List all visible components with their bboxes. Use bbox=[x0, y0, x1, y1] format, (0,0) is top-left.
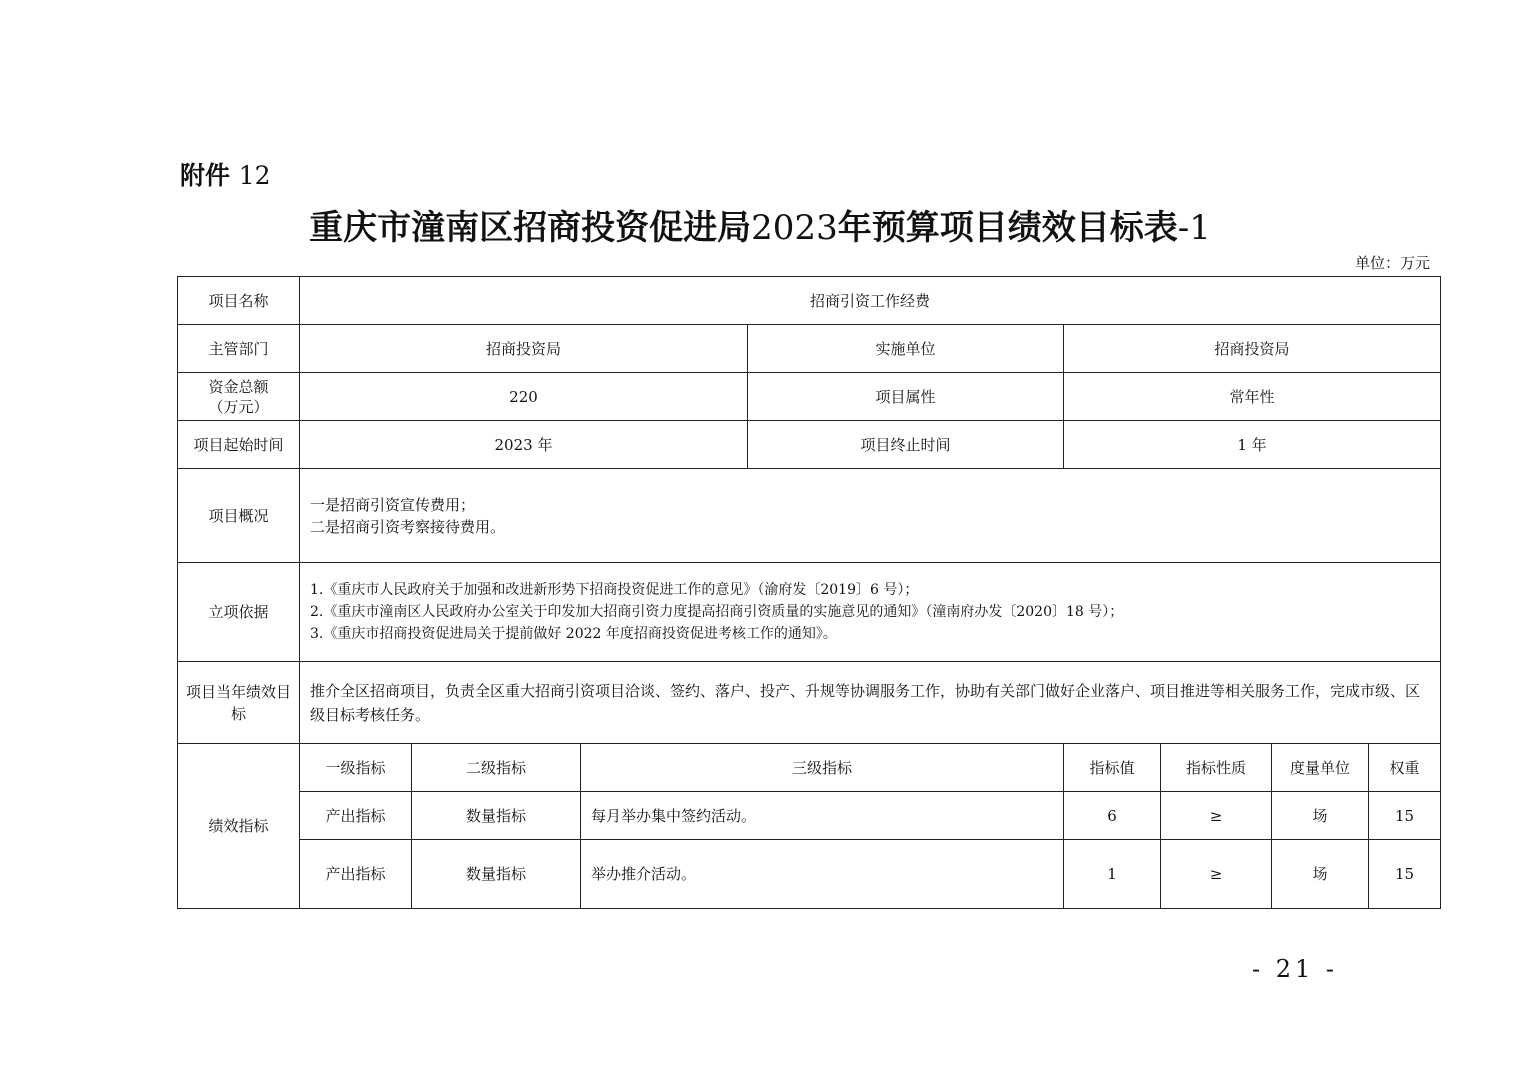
row-overview bbox=[178, 469, 1441, 563]
basis-label: 立项依据 bbox=[178, 563, 300, 662]
end-value: 1 年 bbox=[1064, 421, 1441, 469]
indicator-weight: 15 bbox=[1369, 840, 1441, 909]
fund-value: 220 bbox=[300, 373, 748, 421]
overview-line-1: 一是招商引资宣传费用； bbox=[310, 495, 476, 514]
end-label: 项目终止时间 bbox=[748, 421, 1064, 469]
indicator-nature: ≥ bbox=[1161, 840, 1272, 909]
dept-value: 招商投资局 bbox=[300, 325, 748, 373]
project-name-value: 招商引资工作经费 bbox=[300, 277, 1441, 325]
indicator-level1: 产出指标 bbox=[300, 840, 412, 909]
attachment-label bbox=[180, 156, 271, 192]
indicator-value: 6 bbox=[1064, 792, 1161, 840]
indicator-level2: 数量指标 bbox=[412, 840, 581, 909]
attr-label: 项目属性 bbox=[748, 373, 1064, 421]
fund-label-line1: 资金总额 bbox=[208, 377, 269, 396]
indicator-weight: 15 bbox=[1369, 792, 1441, 840]
row-dept bbox=[178, 325, 1441, 373]
overview-line-2: 二是招商引资考察接待费用。 bbox=[310, 517, 506, 536]
indicator-unit: 场 bbox=[1272, 792, 1369, 840]
attr-value: 常年性 bbox=[1064, 373, 1441, 421]
goal-label: 项目当年绩效目标 bbox=[178, 662, 300, 744]
indicator-header-row bbox=[178, 744, 1441, 792]
indicator-value: 1 bbox=[1064, 840, 1161, 909]
title-part1: 重庆市潼南区招商投资促进局 bbox=[309, 208, 752, 248]
attachment-word: 附件 bbox=[180, 161, 231, 190]
table-row bbox=[178, 792, 1441, 840]
project-name-label: 项目名称 bbox=[178, 277, 300, 325]
start-label: 项目起始时间 bbox=[178, 421, 300, 469]
header-level2: 二级指标 bbox=[412, 744, 581, 792]
header-level3: 三级指标 bbox=[581, 744, 1064, 792]
title-part2: 年预算项目绩效目标表 bbox=[837, 208, 1178, 248]
indicator-level3: 举办推介活动。 bbox=[581, 840, 1064, 909]
overview-label: 项目概况 bbox=[178, 469, 300, 563]
row-goal bbox=[178, 662, 1441, 744]
indicator-level3: 每月举办集中签约活动。 bbox=[581, 792, 1064, 840]
row-basis bbox=[178, 563, 1441, 662]
overview-value bbox=[300, 469, 1441, 563]
header-level1: 一级指标 bbox=[300, 744, 412, 792]
basis-line-2: 2.《重庆市潼南区人民政府办公室关于印发加大招商引资力度提高招商引资质量的实施意见的通知》（潼南府办发〔2020〕18 号）； bbox=[310, 604, 1124, 620]
header-nature: 指标性质 bbox=[1161, 744, 1272, 792]
table-row bbox=[178, 840, 1441, 909]
unit-note: 单位：万元 bbox=[1354, 254, 1430, 272]
row-project-name bbox=[178, 277, 1441, 325]
indicator-nature: ≥ bbox=[1161, 792, 1272, 840]
start-value: 2023 年 bbox=[300, 421, 748, 469]
title-suffix: -1 bbox=[1177, 208, 1211, 248]
header-value: 指标值 bbox=[1064, 744, 1161, 792]
basis-line-1: 1.《重庆市人民政府关于加强和改进新形势下招商投资促进工作的意见》（渝府发〔2019〕6 号）； bbox=[310, 582, 919, 598]
dept-label: 主管部门 bbox=[178, 325, 300, 373]
row-time bbox=[178, 421, 1441, 469]
fund-label-line2: （万元） bbox=[208, 397, 269, 416]
indicator-section-label: 绩效指标 bbox=[178, 744, 300, 909]
row-fund bbox=[178, 373, 1441, 421]
indicator-level1: 产出指标 bbox=[300, 792, 412, 840]
performance-table bbox=[177, 276, 1441, 909]
header-unit: 度量单位 bbox=[1272, 744, 1369, 792]
basis-value bbox=[300, 563, 1441, 662]
header-weight: 权重 bbox=[1369, 744, 1441, 792]
goal-value: 推介全区招商项目，负责全区重大招商引资项目洽谈、签约、落户、投产、升规等协调服务工作，协助有关部门做好企业落户、项目推进等相关服务工作，完成市级、区级目标考核任务。 bbox=[300, 662, 1441, 744]
impl-label: 实施单位 bbox=[748, 325, 1064, 373]
fund-label bbox=[178, 373, 300, 421]
indicator-level2: 数量指标 bbox=[412, 792, 581, 840]
page-number: - 21 - bbox=[1252, 955, 1339, 983]
indicator-unit: 场 bbox=[1272, 840, 1369, 909]
attachment-number: 12 bbox=[238, 161, 271, 190]
basis-line-3: 3.《重庆市招商投资促进局关于提前做好 2022 年度招商投资促进考核工作的通知》。 bbox=[310, 626, 837, 642]
page-title bbox=[0, 200, 1520, 249]
title-year: 2023 bbox=[751, 208, 838, 248]
impl-value: 招商投资局 bbox=[1064, 325, 1441, 373]
